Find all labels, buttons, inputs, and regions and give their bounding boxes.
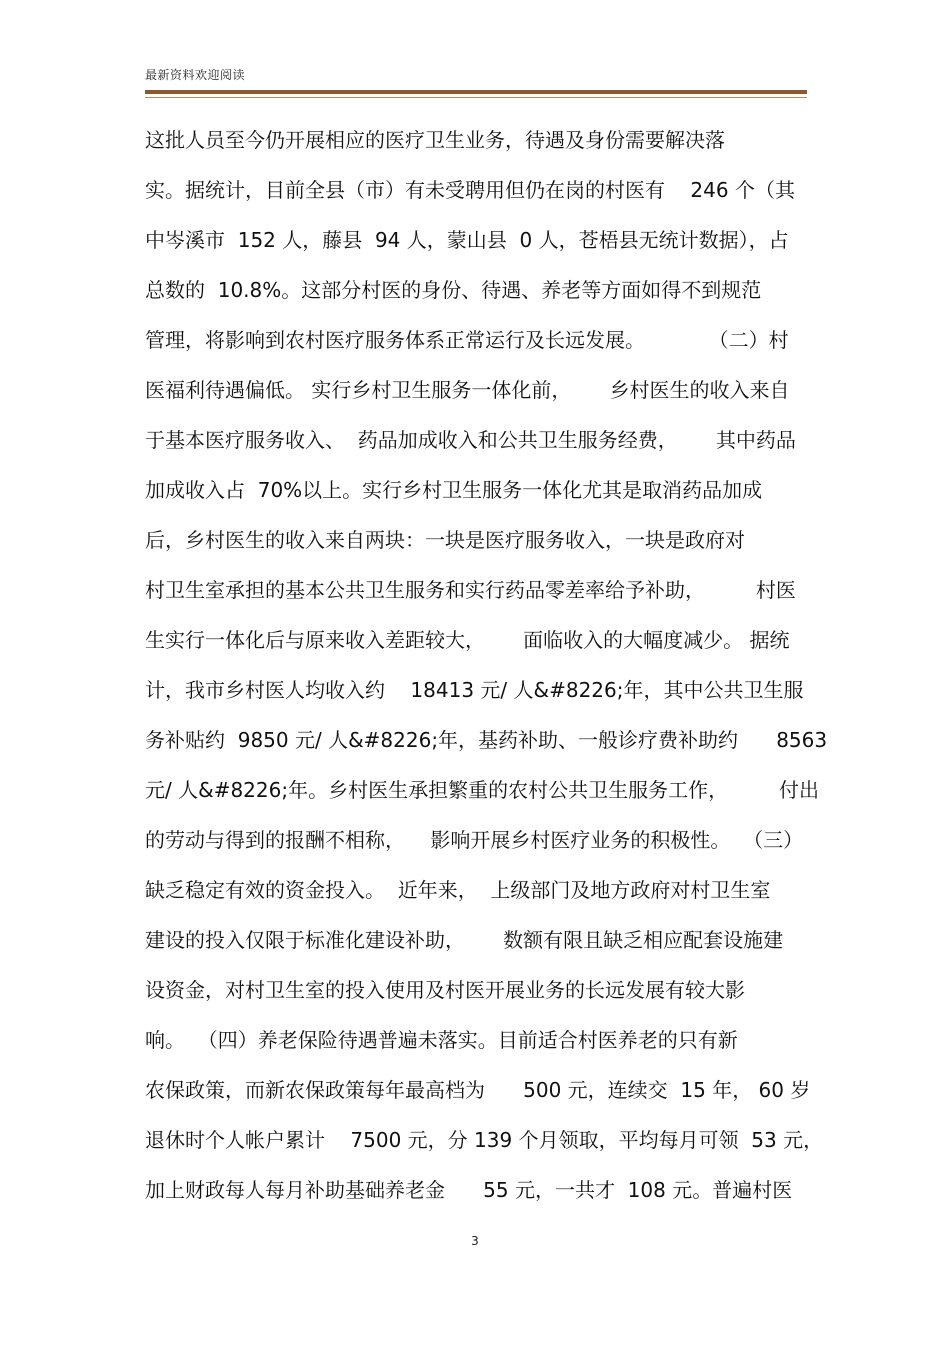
body-line: 加成收入占 70%以上。实行乡村卫生服务一体化尤其是取消药品加成 (145, 478, 763, 502)
body-line: 务补贴约 9850 元/ 人&#8226;年，基药补助、一般诊疗费补助约 8563 (145, 728, 828, 752)
body-line: 这批人员至今仍开展相应的医疗卫生业务，待遇及身份需要解决落 (145, 128, 725, 152)
body-line: 的劳动与得到的报酬不相称， 影响开展乡村医疗业务的积极性。 （三） (145, 828, 804, 852)
page-number: 3 (471, 1234, 479, 1248)
body-line: 后，乡村医生的收入来自两块：一块是医疗服务收入，一块是政府对 (145, 528, 745, 552)
body-line: 加上财政每人每月补助基础养老金 55 元，一共才 108 元。普遍村医 (145, 1178, 793, 1202)
body-line: 设资金，对村卫生室的投入使用及村医开展业务的长远发展有较大影 (145, 978, 745, 1002)
body-line: 管理，将影响到农村医疗服务体系正常运行及长远发展。 （二）村 (145, 328, 789, 352)
body-line: 生实行一体化后与原来收入差距较大， 面临收入的大幅度减少。 据统 (145, 628, 790, 652)
body-line: 村卫生室承担的基本公共卫生服务和实行药品零差率给予补助， 村医 (145, 578, 796, 602)
body-line: 农保政策，而新农保政策每年最高档为 500 元，连续交 15 年， 60 岁 (145, 1078, 811, 1102)
header-text: 最新资料欢迎阅读 (145, 68, 246, 82)
body-line: 建设的投入仅限于标准化建设补助， 数额有限且缺乏相应配套设施建 (145, 928, 784, 952)
body-line: 中岑溪市 152 人，藤县 94 人，蒙山县 0 人，苍梧县无统计数据），占 (145, 228, 789, 252)
body-line: 响。 （四）养老保险待遇普遍未落实。目前适合村医养老的只有新 (145, 1028, 738, 1052)
body-line: 缺乏稳定有效的资金投入。 近年来， 上级部门及地方政府对村卫生室 (145, 878, 771, 902)
body-line: 元/ 人&#8226;年。乡村医生承担繁重的农村公共卫生服务工作， 付出 (145, 778, 819, 802)
body-line: 退休时个人帐户累计 7500 元，分 139 个月领取，平均每月可领 53 元， (145, 1128, 824, 1152)
body-line: 总数的 10.8%。这部分村医的身份、待遇、养老等方面如得不到规范 (145, 278, 762, 302)
body-line: 计，我市乡村医人均收入约 18413 元/ 人&#8226;年，其中公共卫生服 (145, 678, 804, 702)
body-line: 医福利待遇偏低。 实行乡村卫生服务一体化前， 乡村医生的收入来自 (145, 378, 790, 402)
body-line: 实。据统计，目前全县（市）有未受聘用但仍在岗的村医有 246 个（其 (145, 178, 795, 202)
body-line: 于基本医疗服务收入、 药品加成收入和公共卫生服务经费， 其中药品 (145, 428, 796, 452)
